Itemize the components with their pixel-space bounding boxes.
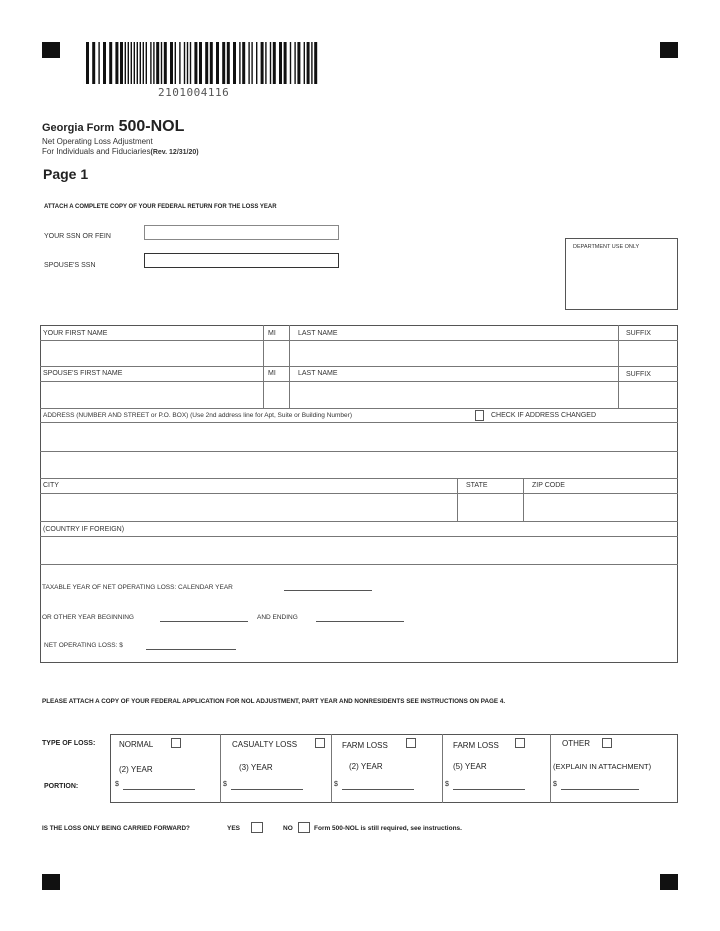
page-label: Page 1 xyxy=(43,166,89,182)
barcode-bar xyxy=(175,42,176,84)
carry-forward-no-checkbox[interactable] xyxy=(298,822,310,833)
portion-dollar-farm-2: $ xyxy=(334,781,338,788)
barcode-bar xyxy=(140,42,141,84)
barcode-bar xyxy=(297,42,300,84)
form-subtitle-2-wrap xyxy=(42,147,199,156)
type-of-loss-label: TYPE OF LOSS: xyxy=(42,740,96,747)
country-label: (COUNTRY IF FOREIGN) xyxy=(43,526,125,533)
form-prefix: Georgia Form xyxy=(42,122,115,134)
nol-amount-field[interactable] xyxy=(146,649,236,650)
form-subtitle-1: Net Operating Loss Adjustment xyxy=(42,137,153,146)
loss-type-farm-5: FARM LOSS xyxy=(453,741,499,750)
barcode-bar xyxy=(284,42,287,84)
barcode-bar xyxy=(256,42,257,84)
registration-mark-bottom-left xyxy=(42,874,60,890)
portion-casualty-field[interactable] xyxy=(231,789,303,790)
barcode-bar xyxy=(233,42,236,84)
loss-type-farm-5-checkbox[interactable] xyxy=(515,738,525,748)
zip-field[interactable] xyxy=(524,494,677,520)
spouse-ssn-field[interactable] xyxy=(144,253,339,268)
portion-farm-5-field[interactable] xyxy=(453,789,525,790)
city-label: CITY xyxy=(43,482,59,489)
carry-forward-question: IS THE LOSS ONLY BEING CARRIED FORWARD? xyxy=(42,825,190,832)
barcode-bar xyxy=(86,42,89,84)
portion-normal-field[interactable] xyxy=(123,789,195,790)
barcode-bar xyxy=(128,42,129,84)
barcode-bar xyxy=(290,42,291,84)
attach-note: ATTACH A COMPLETE COPY OF YOUR FEDERAL RETURN FOR THE LOSS YEAR xyxy=(44,204,277,210)
your-mi-field[interactable] xyxy=(264,341,288,365)
barcode-bar xyxy=(216,42,219,84)
loss-period-other: (EXPLAIN IN ATTACHMENT) xyxy=(553,762,652,771)
nol-amount-label: NET OPERATING LOSS: $ xyxy=(44,642,123,649)
barcode-bar xyxy=(164,42,167,84)
loss-type-other-checkbox[interactable] xyxy=(602,738,612,748)
taxable-year-label: TAXABLE YEAR OF NET OPERATING LOSS: CALENDAR YEAR xyxy=(42,584,233,591)
loss-type-farm-2-checkbox[interactable] xyxy=(406,738,416,748)
barcode-bar xyxy=(265,42,266,84)
barcode-bar xyxy=(170,42,173,84)
barcode-bar xyxy=(248,42,249,84)
address-changed-label: CHECK IF ADDRESS CHANGED xyxy=(491,412,597,419)
barcode-bar xyxy=(270,42,271,84)
barcode-bar xyxy=(251,42,252,84)
barcode-bar xyxy=(131,42,132,84)
year-ending-field[interactable] xyxy=(316,621,404,622)
form-number: 500-NOL xyxy=(118,118,185,135)
address-line-2-field[interactable] xyxy=(41,452,677,477)
address-line-1-field[interactable] xyxy=(41,423,677,450)
barcode-bar xyxy=(261,42,264,84)
your-first-name-label: YOUR FIRST NAME xyxy=(43,330,108,337)
barcode-bar xyxy=(222,42,225,84)
spouse-last-name-field[interactable] xyxy=(290,382,617,407)
barcode-bar xyxy=(137,42,138,84)
barcode-bar xyxy=(109,42,112,84)
spouse-first-name-label: SPOUSE'S FIRST NAME xyxy=(43,370,123,377)
barcode-bar xyxy=(205,42,208,84)
barcode-bar xyxy=(153,42,154,84)
attach-federal-note: PLEASE ATTACH A COPY OF YOUR FEDERAL APPLICATION FOR NOL ADJUSTMENT, PART YEAR AND NONRESIDENTS SEE INSTRUCTIONS ON PAGE 4. xyxy=(42,698,506,705)
state-field[interactable] xyxy=(458,494,522,520)
barcode-bar xyxy=(98,42,99,84)
barcode-bar xyxy=(115,42,118,84)
barcode-bar xyxy=(273,42,276,84)
your-suffix-field[interactable] xyxy=(619,341,677,365)
loss-type-normal: NORMAL xyxy=(119,740,154,749)
barcode-bar xyxy=(120,42,123,84)
barcode-bar xyxy=(314,42,317,84)
registration-mark-bottom-right xyxy=(660,874,678,890)
barcode-bar xyxy=(103,42,106,84)
country-field[interactable] xyxy=(41,537,677,563)
carry-forward-yes-checkbox[interactable] xyxy=(251,822,263,833)
form-subtitle-2: For Individuals and Fiduciaries xyxy=(42,147,151,156)
barcode-bar xyxy=(179,42,180,84)
barcode-bar xyxy=(187,42,188,84)
department-use-box xyxy=(565,238,678,310)
portion-other-field[interactable] xyxy=(561,789,639,790)
ssn-label: YOUR SSN OR FEIN xyxy=(44,233,111,240)
barcode-bar xyxy=(210,42,213,84)
registration-mark-top-right xyxy=(660,42,678,58)
barcode xyxy=(86,42,322,84)
barcode-bar xyxy=(294,42,295,84)
barcode-bar xyxy=(143,42,144,84)
barcode-bar xyxy=(134,42,135,84)
spouse-mi-field[interactable] xyxy=(264,382,288,407)
barcode-number: 2101004116 xyxy=(158,86,230,99)
barcode-bar xyxy=(242,42,245,84)
portion-dollar-normal: $ xyxy=(115,781,119,788)
registration-mark-top-left xyxy=(42,42,60,58)
barcode-bar xyxy=(304,42,305,84)
barcode-bar xyxy=(184,42,185,84)
portion-dollar-other: $ xyxy=(553,781,557,788)
spouse-mi-label: MI xyxy=(268,370,276,377)
barcode-bar xyxy=(156,42,159,84)
carry-forward-no-label: NO xyxy=(283,825,293,832)
mi-label: MI xyxy=(268,330,276,337)
barcode-bar xyxy=(227,42,230,84)
form-title xyxy=(42,118,184,136)
last-name-label: LAST NAME xyxy=(298,330,338,337)
loss-type-other: OTHER xyxy=(562,739,590,748)
barcode-bar xyxy=(125,42,126,84)
barcode-bar xyxy=(146,42,147,84)
loss-period-farm-5: (5) YEAR xyxy=(453,762,487,771)
barcode-bar xyxy=(239,42,240,84)
spouse-suffix-field[interactable] xyxy=(619,382,677,407)
other-year-label: OR OTHER YEAR BEGINNING xyxy=(42,614,134,621)
address-label: ADDRESS (NUMBER AND STREET or P.O. BOX) (Use 2nd address line for Apt, Suite or Building Number) xyxy=(43,412,352,419)
year-beginning-field[interactable] xyxy=(160,621,248,622)
city-field[interactable] xyxy=(41,494,456,520)
barcode-bar xyxy=(311,42,312,84)
barcode-bar xyxy=(161,42,162,84)
address-changed-checkbox[interactable] xyxy=(475,410,484,421)
barcode-bar xyxy=(199,42,202,84)
loss-type-casualty: CASUALTY LOSS xyxy=(232,740,298,749)
spouse-suffix-label: SUFFIX xyxy=(626,371,651,378)
your-last-name-field[interactable] xyxy=(290,341,617,365)
loss-period-casualty: (3) YEAR xyxy=(239,763,273,772)
barcode-bar xyxy=(279,42,282,84)
portion-dollar-casualty: $ xyxy=(223,781,227,788)
and-ending-label: AND ENDING xyxy=(257,614,298,621)
portion-label: PORTION: xyxy=(44,783,79,790)
state-label: STATE xyxy=(466,482,488,489)
carry-forward-yes-label: YES xyxy=(227,825,241,832)
loss-period-normal: (2) YEAR xyxy=(119,765,153,774)
spouse-ssn-label: SPOUSE'S SSN xyxy=(44,262,96,269)
spouse-first-name-field[interactable] xyxy=(41,382,262,407)
form-revision: (Rev. 12/31/20) xyxy=(150,149,199,156)
barcode-bar xyxy=(150,42,151,84)
carry-forward-note: Form 500-NOL is still required, see instructions. xyxy=(314,825,462,832)
calendar-year-field[interactable] xyxy=(284,590,372,591)
loss-type-normal-checkbox[interactable] xyxy=(171,738,181,748)
portion-farm-2-field[interactable] xyxy=(342,789,414,790)
loss-type-farm-2: FARM LOSS xyxy=(342,741,388,750)
portion-dollar-farm-5: $ xyxy=(445,781,449,788)
suffix-label: SUFFIX xyxy=(626,330,651,337)
loss-period-farm-2: (2) YEAR xyxy=(349,762,383,771)
zip-label: ZIP CODE xyxy=(532,482,565,489)
spouse-last-name-label: LAST NAME xyxy=(298,370,338,377)
barcode-bar xyxy=(307,42,310,84)
barcode-bar xyxy=(190,42,191,84)
barcode-bar xyxy=(92,42,95,84)
loss-type-casualty-checkbox[interactable] xyxy=(315,738,325,748)
barcode-bar xyxy=(194,42,197,84)
your-first-name-field[interactable] xyxy=(41,341,262,365)
ssn-field[interactable] xyxy=(144,225,339,240)
department-use-label: DEPARTMENT USE ONLY xyxy=(573,244,640,250)
